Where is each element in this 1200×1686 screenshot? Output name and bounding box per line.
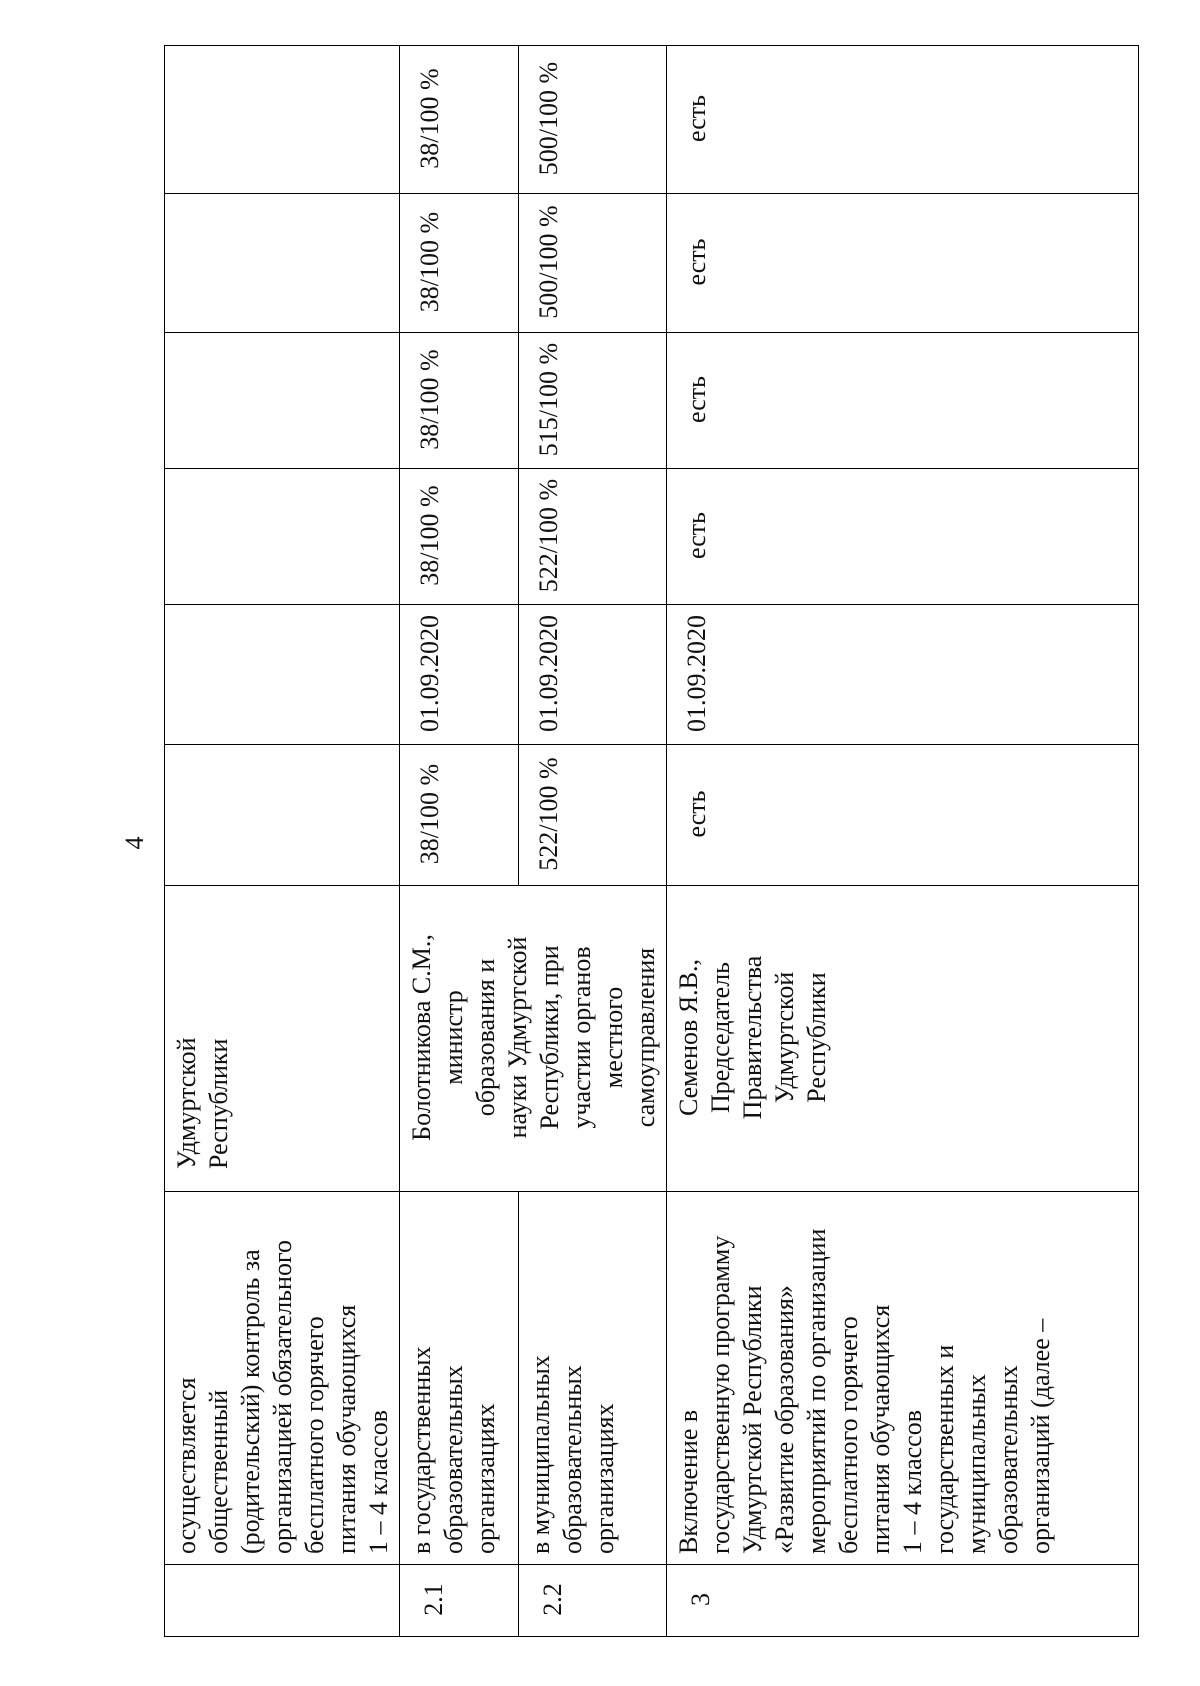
value-2023: 500/100 % (519, 46, 667, 194)
table-row (400, 46, 519, 1637)
value-2021: 38/100 % (400, 333, 519, 469)
value-2023 (165, 46, 400, 194)
measure-name: осуществляется общественный (родительский) контроль за организацией обязательного бесплатного горячего питания обучающихся 1 – 4 классов (165, 1192, 400, 1565)
value-2020: 38/100 % (400, 469, 519, 605)
table-row (165, 46, 400, 1637)
value-2022 (165, 194, 400, 333)
measures-table (164, 45, 1139, 1637)
row-number: 2.2 (519, 1565, 667, 1637)
page-number: 4 (120, 836, 149, 850)
table-row (667, 46, 1139, 1637)
deadline-date: 01.09.2020 (519, 605, 667, 745)
responsible-cell: Семенов Я.В., Председатель Правительства Удмуртской Республики (667, 886, 1139, 1192)
value-2021 (165, 333, 400, 469)
deadline-date: 01.09.2020 (667, 605, 1139, 745)
measure-name: в муниципальных образовательных организациях (519, 1192, 667, 1565)
value-2020: есть (667, 469, 1139, 605)
base-value (165, 745, 400, 886)
row-number: 3 (667, 1565, 1139, 1637)
value-2020: 522/100 % (519, 469, 667, 605)
value-2020 (165, 469, 400, 605)
base-value: есть (667, 745, 1139, 886)
value-2021: 515/100 % (519, 333, 667, 469)
base-value: 522/100 % (519, 745, 667, 886)
base-value: 38/100 % (400, 745, 519, 886)
value-2023: 38/100 % (400, 46, 519, 194)
measure-name: Включение в государственную программу Удмуртской Республики «Развитие образования» мероприятий по организации бесплатного горячего питания обучающихся 1 – 4 классов государственных и муниципальных образовательных организаций (далее – (667, 1192, 1139, 1565)
value-2021: есть (667, 333, 1139, 469)
measure-name: в государственных образовательных организациях (400, 1192, 519, 1565)
responsible-cell: Болотникова С.М., министр образования и науки Удмуртской Республики, при участии органов местного самоуправления (400, 886, 667, 1192)
value-2022: есть (667, 194, 1139, 333)
responsible-cell: Удмуртской Республики (165, 886, 400, 1192)
value-2023: есть (667, 46, 1139, 194)
value-2022: 38/100 % (400, 194, 519, 333)
row-number: 2.1 (400, 1565, 519, 1637)
table-row (519, 46, 667, 1637)
row-number (165, 1565, 400, 1637)
value-2022: 500/100 % (519, 194, 667, 333)
rotated-table-container (164, 46, 1109, 1637)
deadline-date (165, 605, 400, 745)
deadline-date: 01.09.2020 (400, 605, 519, 745)
